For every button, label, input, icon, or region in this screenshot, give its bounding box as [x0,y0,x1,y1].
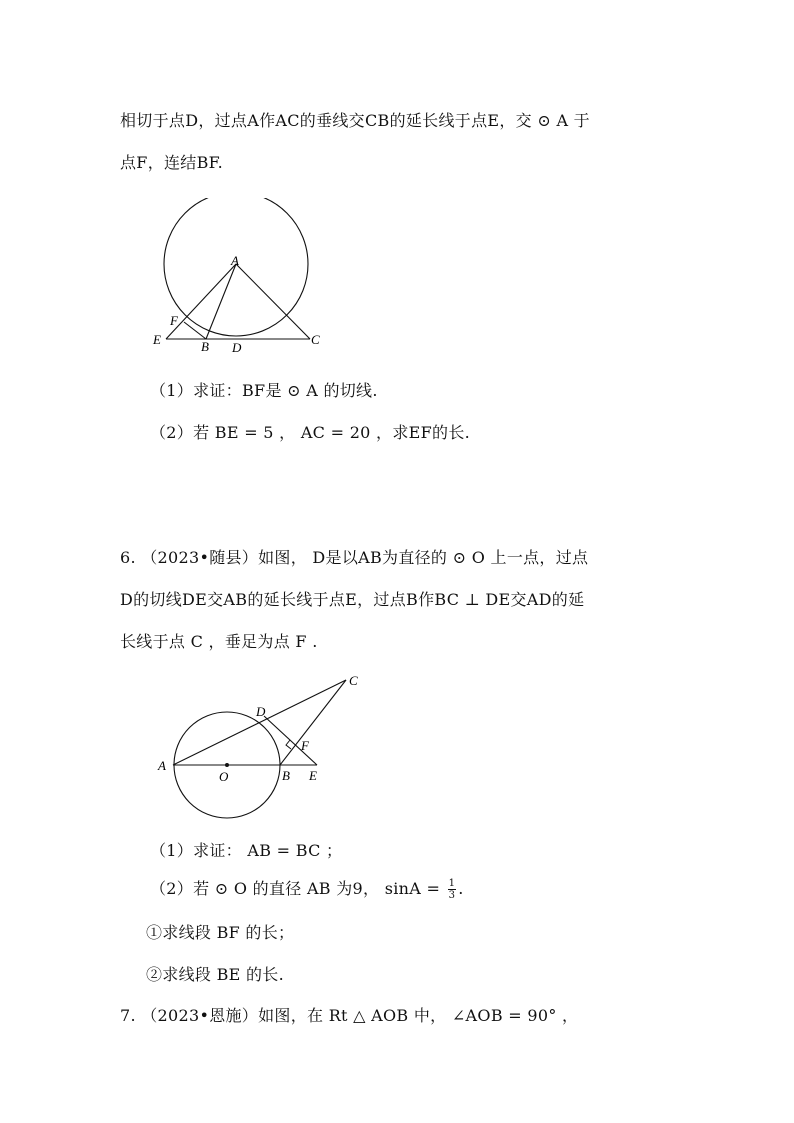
q6-part2-text: （2）若 ⊙ O 的直径 AB 为9， sinA = [150,879,446,898]
q5-label-C: C [311,332,320,347]
q5-label-F: F [170,313,178,328]
q5-label-E: E [153,332,161,347]
q5-text-line1: 相切于点D，过点A作AC的垂线交CB的延长线于点E，交 ⊙ A 于 [120,111,590,130]
q6-part2-end: . [458,879,464,898]
q5-label-B: B [201,339,209,354]
q6-label-C: C [349,673,358,688]
q6-text-line1: 6. （2023•随县）如图， D是以AB为直径的 ⊙ O 上一点，过点 [120,548,589,567]
q6-part2 [150,876,464,901]
q5-text-line2: 点F，连结BF. [120,153,223,172]
q6-label-B: B [282,768,290,783]
q6-right-angle-mark [286,740,291,749]
q6-label-D: D [256,704,266,719]
q6-fraction [448,878,457,901]
q6-line-DE [264,716,317,765]
q6-line-AC [173,680,346,765]
q6-center-dot [225,763,229,767]
q6-label-F: F [301,738,309,753]
q6-label-O: O [219,769,229,784]
q6-frac-num: 1 [448,878,456,889]
q6-label-E: E [309,768,317,783]
q6-figure [150,668,370,820]
q6-sub2: ②求线段 BE 的长. [146,965,284,984]
q6-part1: （1）求证： AB = BC ； [150,841,343,860]
q6-sub1: ①求线段 BF 的长； [146,923,295,942]
q5-figure [148,198,338,358]
q5-part1: （1）求证：BF是 ⊙ A 的切线. [150,381,378,400]
q6-line-BC [280,680,346,765]
q6-frac-den: 3 [448,890,456,901]
q5-label-A: A [231,253,239,268]
q5-line-AC [236,264,310,339]
q7-text-line1: 7. （2023•恩施）如图，在 Rt △ AOB 中， ∠AOB = 90° ， [120,1006,579,1025]
q6-text-line3: 长线于点 C ，垂足为点 F . [120,632,318,651]
q6-label-A: A [158,758,166,773]
q5-label-D: D [232,340,242,355]
q5-part2: （2）若 BE = 5 ， AC = 20 ，求EF的长. [150,423,471,442]
q5-line-BF [184,322,206,339]
q6-text-line2: D的切线DE交AB的延长线于点E，过点B作BC ⊥ DE交AD的延 [120,590,585,609]
q5-line-AB [206,264,236,339]
